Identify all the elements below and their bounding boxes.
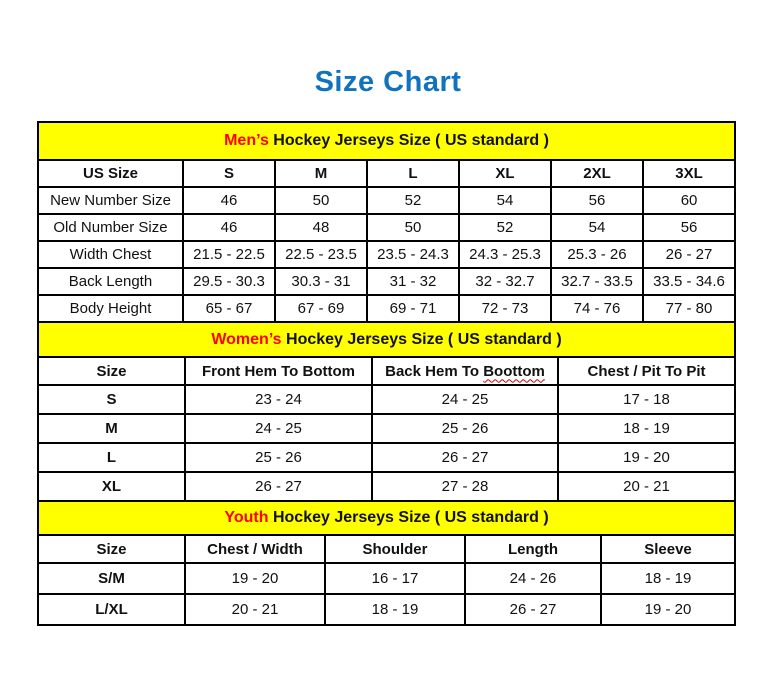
row-label: L (38, 443, 185, 472)
cell: 25 - 26 (185, 443, 372, 472)
mens-row-back-length (38, 268, 735, 295)
row-label: S/M (38, 563, 185, 594)
col-header: Length (465, 535, 601, 563)
col-header-prefix: Back Hem To (385, 362, 484, 380)
mens-section-rest: Hockey Jerseys Size ( US standard ) (268, 132, 549, 149)
col-header: Chest / Pit To Pit (558, 357, 735, 385)
row-label: Old Number Size (38, 214, 183, 241)
cell: 29.5 - 30.3 (183, 268, 275, 295)
col-header: XL (459, 160, 551, 187)
cell: 20 - 21 (558, 472, 735, 501)
cell: 22.5 - 23.5 (275, 241, 367, 268)
cell: 26 - 27 (465, 594, 601, 625)
womens-row-m (38, 414, 735, 443)
cell: 25 - 26 (372, 414, 558, 443)
page-title: Size Chart (314, 66, 462, 98)
cell: 54 (459, 187, 551, 214)
cell: 23 - 24 (185, 385, 372, 414)
cell: 54 (551, 214, 643, 241)
cell: 18 - 19 (601, 563, 735, 594)
col-header: Chest / Width (185, 535, 325, 563)
cell: 72 - 73 (459, 295, 551, 322)
cell: 60 (643, 187, 735, 214)
mens-section-title (38, 122, 735, 160)
womens-size-table (37, 321, 736, 502)
col-header: US Size (38, 160, 183, 187)
cell: 26 - 27 (372, 443, 558, 472)
cell: 23.5 - 24.3 (367, 241, 459, 268)
col-header: M (275, 160, 367, 187)
cell: 30.3 - 31 (275, 268, 367, 295)
spellcheck-squiggle-word: Boottom (483, 362, 545, 380)
cell: 56 (551, 187, 643, 214)
mens-size-table (37, 121, 736, 323)
cell: 24 - 25 (185, 414, 372, 443)
womens-row-xl (38, 472, 735, 501)
mens-row-old-number-size (38, 214, 735, 241)
row-label: Body Height (38, 295, 183, 322)
row-label: M (38, 414, 185, 443)
cell: 24.3 - 25.3 (459, 241, 551, 268)
youth-size-table (37, 500, 736, 626)
row-label: XL (38, 472, 185, 501)
cell: 18 - 19 (558, 414, 735, 443)
cell: 26 - 27 (643, 241, 735, 268)
col-header: 2XL (551, 160, 643, 187)
cell: 19 - 20 (601, 594, 735, 625)
col-header: Sleeve (601, 535, 735, 563)
cell: 26 - 27 (185, 472, 372, 501)
cell: 19 - 20 (185, 563, 325, 594)
cell: 19 - 20 (558, 443, 735, 472)
cell: 77 - 80 (643, 295, 735, 322)
cell: 17 - 18 (558, 385, 735, 414)
womens-header-row (38, 357, 735, 385)
mens-header-row (38, 160, 735, 187)
cell: 56 (643, 214, 735, 241)
cell: 32.7 - 33.5 (551, 268, 643, 295)
youth-header-row (38, 535, 735, 563)
cell: 46 (183, 214, 275, 241)
col-header: Size (38, 357, 185, 385)
womens-section-title (38, 322, 735, 357)
row-label: New Number Size (38, 187, 183, 214)
cell: 20 - 21 (185, 594, 325, 625)
mens-section-highlight: Men’s (224, 132, 269, 149)
col-header: Size (38, 535, 185, 563)
cell: 46 (183, 187, 275, 214)
mens-section-band (38, 122, 735, 160)
col-header: Front Hem To Bottom (185, 357, 372, 385)
col-header: L (367, 160, 459, 187)
cell: 31 - 32 (367, 268, 459, 295)
cell: 50 (275, 187, 367, 214)
cell: 24 - 25 (372, 385, 558, 414)
row-label: L/XL (38, 594, 185, 625)
womens-row-s (38, 385, 735, 414)
col-header: Shoulder (325, 535, 465, 563)
col-header-misspelled (372, 357, 558, 385)
row-label: S (38, 385, 185, 414)
cell: 65 - 67 (183, 295, 275, 322)
cell: 27 - 28 (372, 472, 558, 501)
cell: 52 (367, 187, 459, 214)
youth-section-rest: Hockey Jerseys Size ( US standard ) (268, 509, 549, 526)
size-tables-container (37, 121, 734, 626)
youth-section-highlight: Youth (224, 509, 269, 526)
cell: 67 - 69 (275, 295, 367, 322)
col-header: 3XL (643, 160, 735, 187)
mens-row-new-number-size (38, 187, 735, 214)
cell: 32 - 32.7 (459, 268, 551, 295)
youth-section-title (38, 501, 735, 535)
womens-section-band (38, 322, 735, 357)
cell: 16 - 17 (325, 563, 465, 594)
col-header: S (183, 160, 275, 187)
cell: 74 - 76 (551, 295, 643, 322)
row-label: Back Length (38, 268, 183, 295)
cell: 18 - 19 (325, 594, 465, 625)
cell: 21.5 - 22.5 (183, 241, 275, 268)
womens-row-l (38, 443, 735, 472)
cell: 69 - 71 (367, 295, 459, 322)
cell: 48 (275, 214, 367, 241)
womens-section-rest: Hockey Jerseys Size ( US standard ) (281, 330, 562, 348)
mens-row-width-chest (38, 241, 735, 268)
youth-row-lxl (38, 594, 735, 625)
youth-section-band (38, 501, 735, 535)
mens-row-body-height (38, 295, 735, 322)
youth-row-sm (38, 563, 735, 594)
row-label: Width Chest (38, 241, 183, 268)
cell: 33.5 - 34.6 (643, 268, 735, 295)
cell: 24 - 26 (465, 563, 601, 594)
cell: 50 (367, 214, 459, 241)
cell: 25.3 - 26 (551, 241, 643, 268)
womens-section-highlight: Women’s (211, 330, 282, 348)
cell: 52 (459, 214, 551, 241)
